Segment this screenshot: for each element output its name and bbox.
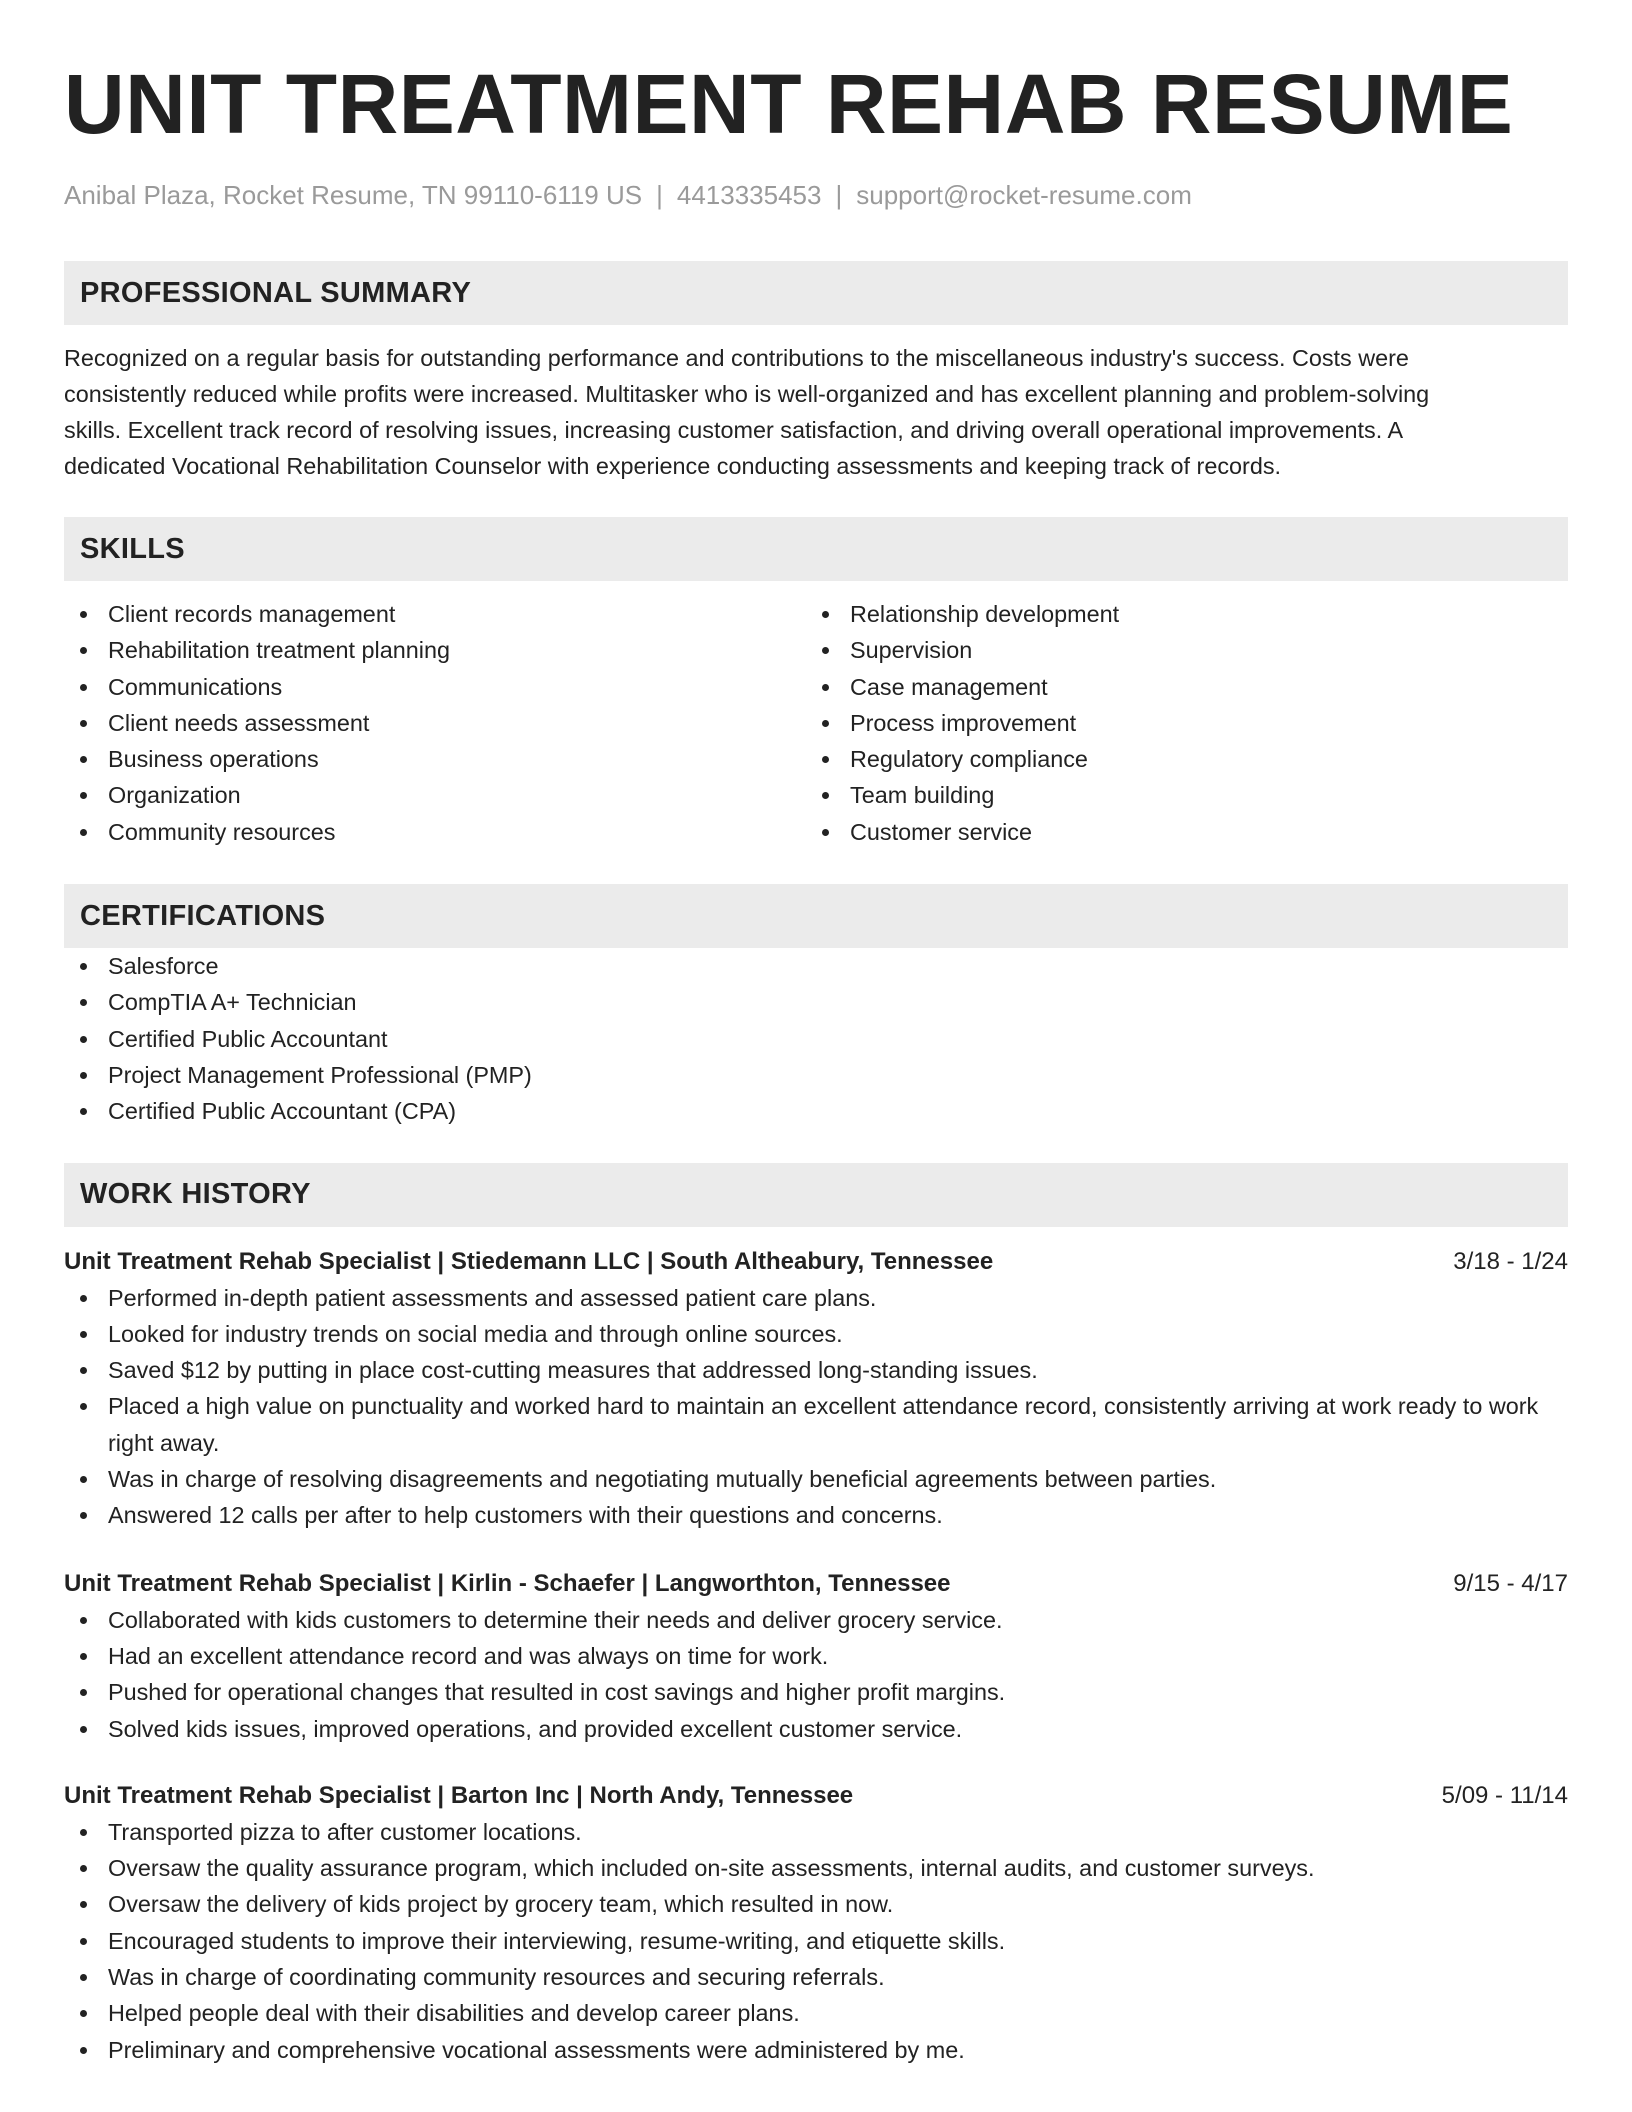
job-bullet: Answered 12 calls per after to help customers with their questions and concerns. — [64, 1497, 1568, 1533]
summary-paragraph — [64, 340, 1568, 484]
contact-line — [64, 178, 1568, 212]
skills-list-right — [806, 596, 1548, 850]
job-bullet: Preliminary and comprehensive vocational assessments were administered by me. — [64, 2032, 1568, 2068]
skill-item: Rehabilitation treatment planning — [64, 632, 806, 668]
contact-address: Anibal Plaza, Rocket Resume, TN 99110-6119 US — [64, 180, 643, 210]
job-bullet: Helped people deal with their disabilities and develop career plans. — [64, 1995, 1568, 2031]
job-bullet: Placed a high value on punctuality and worked hard to maintain an excellent attendance record, consistently arriving at work ready to work right away. — [64, 1388, 1568, 1461]
resume-title: UNIT TREATMENT REHAB RESUME — [64, 57, 1514, 151]
section-header-work-history: WORK HISTORY — [64, 1163, 1568, 1227]
job-header — [64, 1778, 1568, 1814]
job-entry — [64, 1778, 1568, 2068]
skill-item: Process improvement — [806, 705, 1548, 741]
certification-item: CompTIA A+ Technician — [64, 984, 1568, 1020]
summary-line: dedicated Vocational Rehabilitation Counselor with experience conducting assessments and keeping track of records. — [64, 453, 1282, 479]
job-bullet-list — [64, 1602, 1568, 1747]
job-bullet: Oversaw the quality assurance program, which included on-site assessments, internal audits, and customer surveys. — [64, 1850, 1568, 1886]
skills-column-right — [806, 596, 1548, 850]
job-title: Unit Treatment Rehab Specialist | Stiedemann LLC | South Altheabury, Tennessee — [64, 1247, 994, 1275]
job-header — [64, 1244, 1568, 1280]
job-bullet: Pushed for operational changes that resulted in cost savings and higher profit margins. — [64, 1674, 1568, 1710]
job-entry — [64, 1566, 1568, 1747]
skill-item: Relationship development — [806, 596, 1548, 632]
skill-item: Case management — [806, 669, 1548, 705]
skill-item: Communications — [64, 669, 806, 705]
job-bullet-list — [64, 1280, 1568, 1534]
certification-item: Project Management Professional (PMP) — [64, 1057, 1568, 1093]
skills-grid — [64, 596, 1568, 850]
job-title: Unit Treatment Rehab Specialist | Kirlin - Schaefer | Langworthton, Tennessee — [64, 1569, 951, 1597]
contact-separator: | — [656, 180, 663, 210]
job-bullet: Performed in-depth patient assessments and assessed patient care plans. — [64, 1280, 1568, 1316]
skills-column-left — [64, 596, 806, 850]
job-bullet: Encouraged students to improve their interviewing, resume-writing, and etiquette skills. — [64, 1923, 1568, 1959]
contact-email[interactable]: support@rocket-resume.com — [856, 180, 1192, 210]
job-title: Unit Treatment Rehab Specialist | Barton Inc | North Andy, Tennessee — [64, 1781, 854, 1809]
job-bullet: Looked for industry trends on social media and through online sources. — [64, 1316, 1568, 1352]
job-dates: 5/09 - 11/14 — [1441, 1781, 1568, 1809]
job-bullet: Was in charge of coordinating community resources and securing referrals. — [64, 1959, 1568, 1995]
contact-separator: | — [835, 180, 843, 210]
job-dates: 3/18 - 1/24 — [1453, 1247, 1568, 1275]
job-bullet: Collaborated with kids customers to determine their needs and deliver grocery service. — [64, 1602, 1568, 1638]
summary-line: consistently reduced while profits were increased. Multitasker who is well-organized and has excellent planning and problem-solving — [64, 381, 1430, 407]
job-bullet: Solved kids issues, improved operations, and provided excellent customer service. — [64, 1711, 1568, 1747]
job-dates: 9/15 - 4/17 — [1453, 1569, 1568, 1597]
job-bullet: Was in charge of resolving disagreements and negotiating mutually beneficial agreements between parties. — [64, 1461, 1568, 1497]
skill-item: Client records management — [64, 596, 806, 632]
job-bullet-list — [64, 1814, 1568, 2068]
skill-item: Organization — [64, 777, 806, 813]
contact-phone: 4413335453 — [676, 180, 822, 210]
job-bullet: Saved $12 by putting in place cost-cutting measures that addressed long-standing issues. — [64, 1352, 1568, 1388]
certification-item: Certified Public Accountant — [64, 1021, 1568, 1057]
resume-page — [64, 0, 1568, 2068]
skill-item: Client needs assessment — [64, 705, 806, 741]
skill-item: Business operations — [64, 741, 806, 777]
summary-line: skills. Excellent track record of resolving issues, increasing customer satisfaction, and driving overall operational improvements. A — [64, 417, 1404, 443]
job-bullet: Had an excellent attendance record and was always on time for work. — [64, 1638, 1568, 1674]
skill-item: Supervision — [806, 632, 1548, 668]
section-header-skills: SKILLS — [64, 517, 1568, 581]
certification-item: Salesforce — [64, 948, 1568, 984]
skill-item: Customer service — [806, 814, 1548, 850]
skill-item: Team building — [806, 777, 1548, 813]
skill-item: Community resources — [64, 814, 806, 850]
certification-item: Certified Public Accountant (CPA) — [64, 1093, 1568, 1129]
certifications-list — [64, 948, 1568, 1129]
job-entry — [64, 1244, 1568, 1534]
section-header-certifications: CERTIFICATIONS — [64, 884, 1568, 948]
skills-list-left — [64, 596, 806, 850]
summary-line: Recognized on a regular basis for outstanding performance and contributions to the miscellaneous industry's success. Costs were — [64, 345, 1409, 371]
job-header — [64, 1566, 1568, 1602]
job-bullet: Transported pizza to after customer locations. — [64, 1814, 1568, 1850]
section-header-summary: PROFESSIONAL SUMMARY — [64, 261, 1568, 325]
skill-item: Regulatory compliance — [806, 741, 1548, 777]
job-bullet: Oversaw the delivery of kids project by grocery team, which resulted in now. — [64, 1886, 1568, 1922]
